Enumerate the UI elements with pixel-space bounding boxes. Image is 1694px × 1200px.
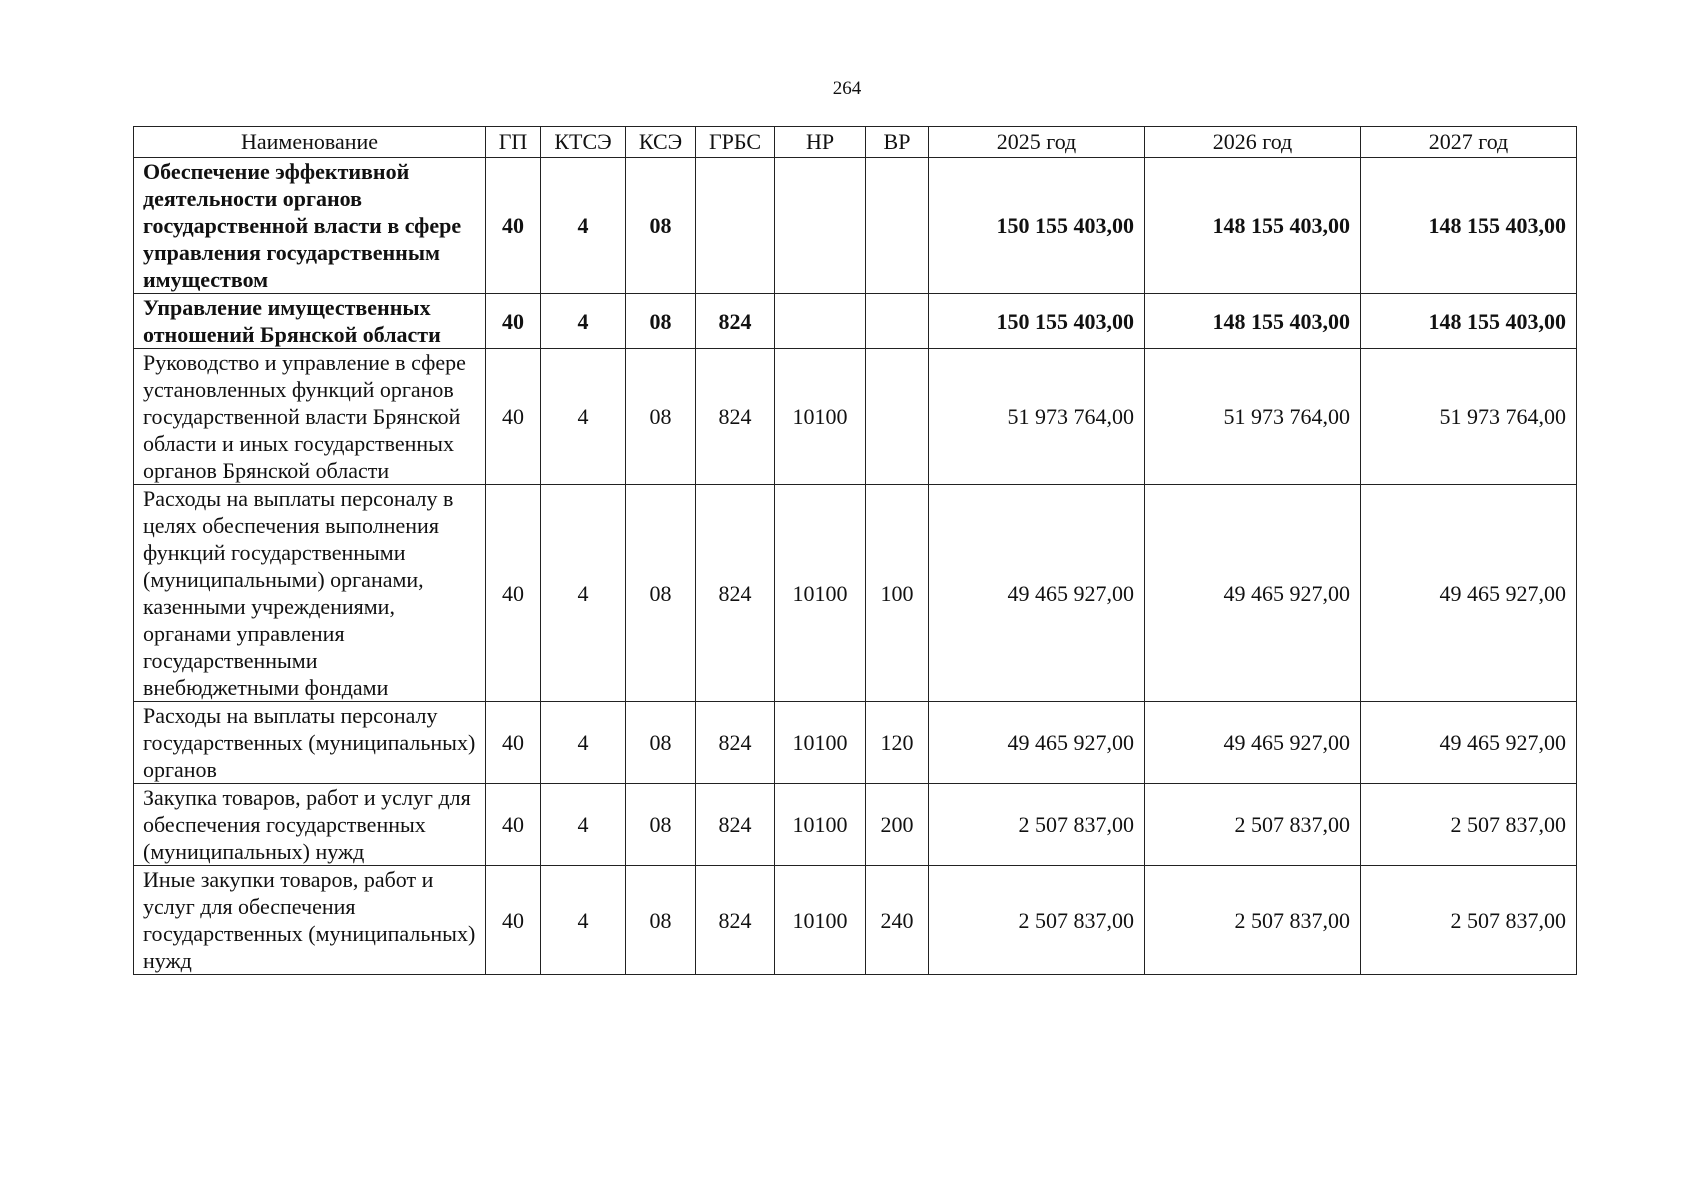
row-gp: 40 <box>486 866 541 975</box>
page-number: 264 <box>832 78 862 99</box>
row-nr: 10100 <box>775 784 866 866</box>
row-vr: 100 <box>866 485 929 702</box>
header-2025: 2025 год <box>929 127 1145 158</box>
row-grbs: 824 <box>696 702 775 784</box>
row-ktse: 4 <box>541 294 626 349</box>
header-vr: ВР <box>866 127 929 158</box>
row-nr: 10100 <box>775 866 866 975</box>
row-2027: 49 465 927,00 <box>1361 702 1577 784</box>
row-grbs: 824 <box>696 294 775 349</box>
row-2025: 2 507 837,00 <box>929 866 1145 975</box>
row-ktse: 4 <box>541 702 626 784</box>
row-name: Расходы на выплаты персоналу в целях обеспечения выполнения функций государственными (муниципальными) органами, казенными учреждениями, органами управления государственными внебюджетными фондами <box>134 485 486 702</box>
row-2027: 49 465 927,00 <box>1361 485 1577 702</box>
row-ktse: 4 <box>541 349 626 485</box>
table-row <box>134 349 1577 485</box>
header-2026: 2026 год <box>1145 127 1361 158</box>
row-grbs: 824 <box>696 485 775 702</box>
table-row <box>134 485 1577 702</box>
row-kse: 08 <box>626 158 696 294</box>
row-vr: 240 <box>866 866 929 975</box>
row-nr <box>775 294 866 349</box>
header-name: Наименование <box>134 127 486 158</box>
row-name: Расходы на выплаты персоналу государственных (муниципальных) органов <box>134 702 486 784</box>
table-row <box>134 158 1577 294</box>
row-gp: 40 <box>486 294 541 349</box>
row-2027: 2 507 837,00 <box>1361 784 1577 866</box>
row-name: Обеспечение эффективной деятельности органов государственной власти в сфере управления государственным имуществом <box>134 158 486 294</box>
header-kse: КСЭ <box>626 127 696 158</box>
row-ktse: 4 <box>541 158 626 294</box>
row-vr: 200 <box>866 784 929 866</box>
row-2025: 2 507 837,00 <box>929 784 1145 866</box>
row-nr: 10100 <box>775 349 866 485</box>
row-gp: 40 <box>486 349 541 485</box>
row-2027: 2 507 837,00 <box>1361 866 1577 975</box>
row-kse: 08 <box>626 349 696 485</box>
row-2025: 49 465 927,00 <box>929 702 1145 784</box>
row-2027: 148 155 403,00 <box>1361 158 1577 294</box>
row-2026: 148 155 403,00 <box>1145 294 1361 349</box>
row-kse: 08 <box>626 784 696 866</box>
row-name: Руководство и управление в сфере установленных функций органов государственной власти Брянской области и иных государственных органов Брянской области <box>134 349 486 485</box>
row-2026: 2 507 837,00 <box>1145 784 1361 866</box>
row-vr: 120 <box>866 702 929 784</box>
header-nr: НР <box>775 127 866 158</box>
row-2026: 51 973 764,00 <box>1145 349 1361 485</box>
row-gp: 40 <box>486 158 541 294</box>
budget-table <box>133 126 1577 975</box>
row-kse: 08 <box>626 866 696 975</box>
row-vr <box>866 349 929 485</box>
row-nr: 10100 <box>775 702 866 784</box>
row-kse: 08 <box>626 485 696 702</box>
row-2026: 148 155 403,00 <box>1145 158 1361 294</box>
row-2026: 49 465 927,00 <box>1145 702 1361 784</box>
row-nr: 10100 <box>775 485 866 702</box>
row-grbs: 824 <box>696 349 775 485</box>
row-2025: 49 465 927,00 <box>929 485 1145 702</box>
row-gp: 40 <box>486 702 541 784</box>
row-2025: 51 973 764,00 <box>929 349 1145 485</box>
row-ktse: 4 <box>541 784 626 866</box>
row-gp: 40 <box>486 784 541 866</box>
row-grbs: 824 <box>696 866 775 975</box>
row-kse: 08 <box>626 294 696 349</box>
row-vr <box>866 158 929 294</box>
row-2026: 2 507 837,00 <box>1145 866 1361 975</box>
row-2025: 150 155 403,00 <box>929 158 1145 294</box>
row-ktse: 4 <box>541 485 626 702</box>
row-name: Закупка товаров, работ и услуг для обеспечения государственных (муниципальных) нужд <box>134 784 486 866</box>
table-row <box>134 784 1577 866</box>
table-row <box>134 866 1577 975</box>
row-name: Управление имущественных отношений Брянской области <box>134 294 486 349</box>
row-2026: 49 465 927,00 <box>1145 485 1361 702</box>
table-header-row <box>134 127 1577 158</box>
row-ktse: 4 <box>541 866 626 975</box>
row-2025: 150 155 403,00 <box>929 294 1145 349</box>
table-row <box>134 702 1577 784</box>
row-kse: 08 <box>626 702 696 784</box>
row-nr <box>775 158 866 294</box>
row-2027: 51 973 764,00 <box>1361 349 1577 485</box>
header-2027: 2027 год <box>1361 127 1577 158</box>
header-grbs: ГРБС <box>696 127 775 158</box>
table-row <box>134 294 1577 349</box>
row-grbs <box>696 158 775 294</box>
header-ktse: КТСЭ <box>541 127 626 158</box>
row-gp: 40 <box>486 485 541 702</box>
row-grbs: 824 <box>696 784 775 866</box>
header-gp: ГП <box>486 127 541 158</box>
row-name: Иные закупки товаров, работ и услуг для обеспечения государственных (муниципальных) нужд <box>134 866 486 975</box>
row-vr <box>866 294 929 349</box>
row-2027: 148 155 403,00 <box>1361 294 1577 349</box>
